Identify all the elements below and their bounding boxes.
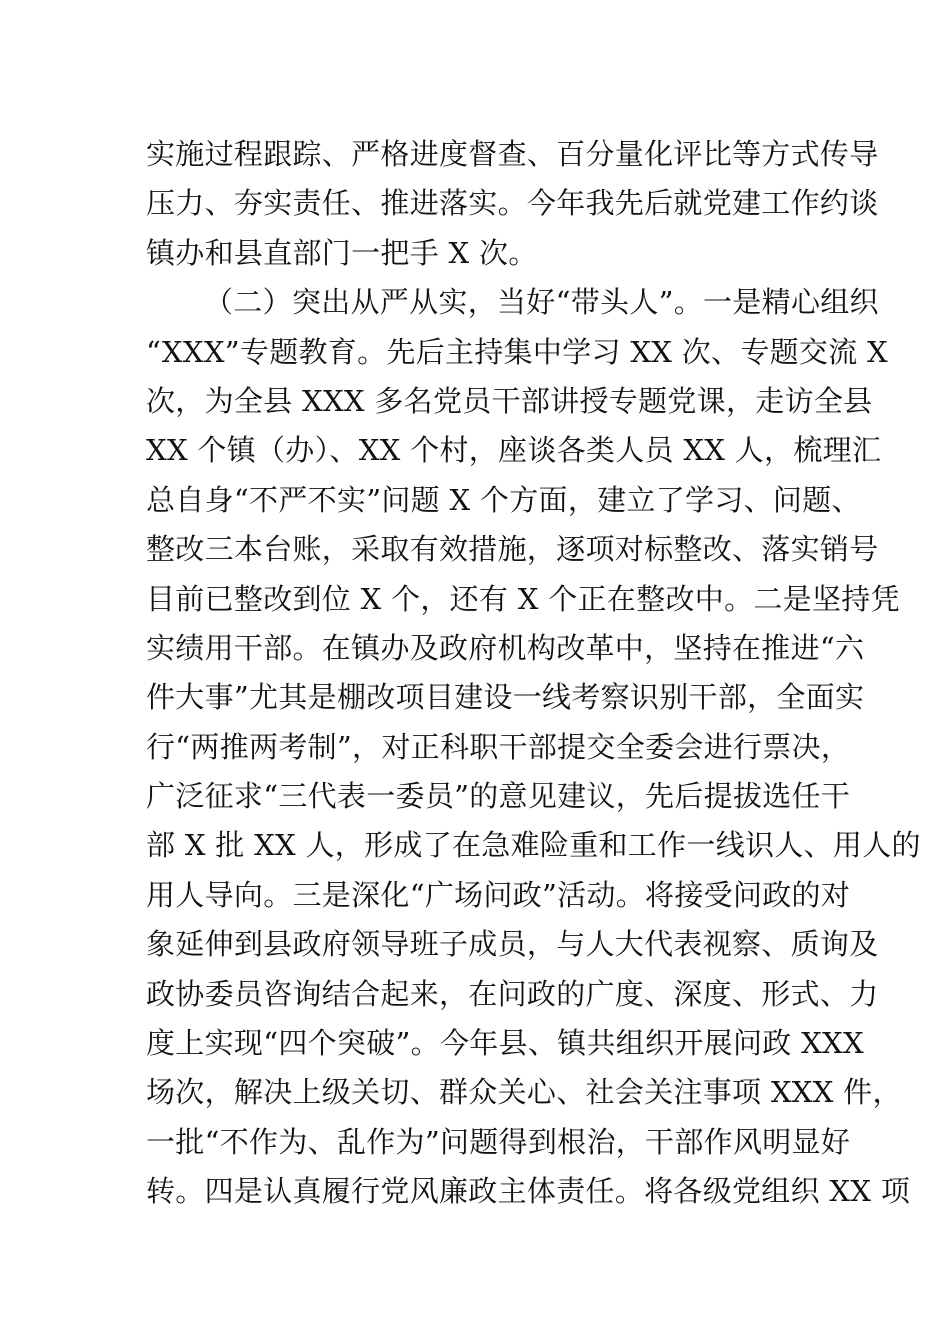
text-line: 用人导向。三是深化“广场问政”活动。将接受问政的对: [146, 877, 851, 912]
text-line: XX 个镇（办）、XX 个村，座谈各类人员 XX 人，梳理汇: [146, 433, 882, 468]
text-line: 目前已整改到位 X 个，还有 X 个正在整改中。二是坚持凭: [146, 581, 900, 616]
text-line: 整改三本台账，采取有效措施，逐项对标整改、落实销号: [146, 532, 879, 567]
section-heading-line: （二）突出从严从实，当好“带头人”。一是精心组织: [204, 285, 879, 320]
text-line: “XXX”专题教育。先后主持集中学习 XX 次、专题交流 X: [146, 334, 888, 369]
text-line: 实施过程跟踪、严格进度督查、百分量化评比等方式传导: [146, 137, 879, 171]
text-line: 政协委员咨询结合起来，在问政的广度、深度、形式、力: [146, 976, 879, 1011]
text-line: 总自身“不严不实”问题 X 个方面，建立了学习、问题、: [146, 482, 861, 517]
text-line: 行“两推两考制”，对正科职干部提交全委会进行票决，: [146, 729, 851, 764]
text-line: 一批“不作为、乱作为”问题得到根治，干部作风明显好: [146, 1124, 851, 1159]
text-line: 件大事”尤其是棚改项目建设一线考察识别干部，全面实: [146, 680, 865, 715]
text-line: 象延伸到县政府领导班子成员，与人大代表视察、质询及: [146, 927, 879, 962]
text-line: 次，为全县 XXX 多名党员干部讲授专题党课，走访全县: [146, 383, 873, 418]
text-line: 部 X 批 XX 人，形成了在急难险重和工作一线识人、用人的: [146, 828, 921, 863]
body-text: [146, 130, 921, 1217]
text-line: 度上实现“四个突破”。今年县、镇共组织开展问政 XXX: [146, 1026, 864, 1061]
text-line: 镇办和县直部门一把手 X 次。: [146, 235, 538, 270]
text-line: 实绩用干部。在镇办及政府机构改革中，坚持在推进“六: [146, 630, 865, 665]
text-line: 场次，解决上级关切、群众关心、社会关注事项 XXX 件，: [146, 1075, 902, 1110]
text-line: 广泛征求“三代表一委员”的意见建议，先后提拔选任干: [146, 779, 851, 814]
text-line: 转。四是认真履行党风廉政主体责任。将各级党组织 XX 项: [146, 1174, 911, 1209]
text-line: 压力、夯实责任、推进落实。今年我先后就党建工作约谈: [146, 186, 879, 221]
